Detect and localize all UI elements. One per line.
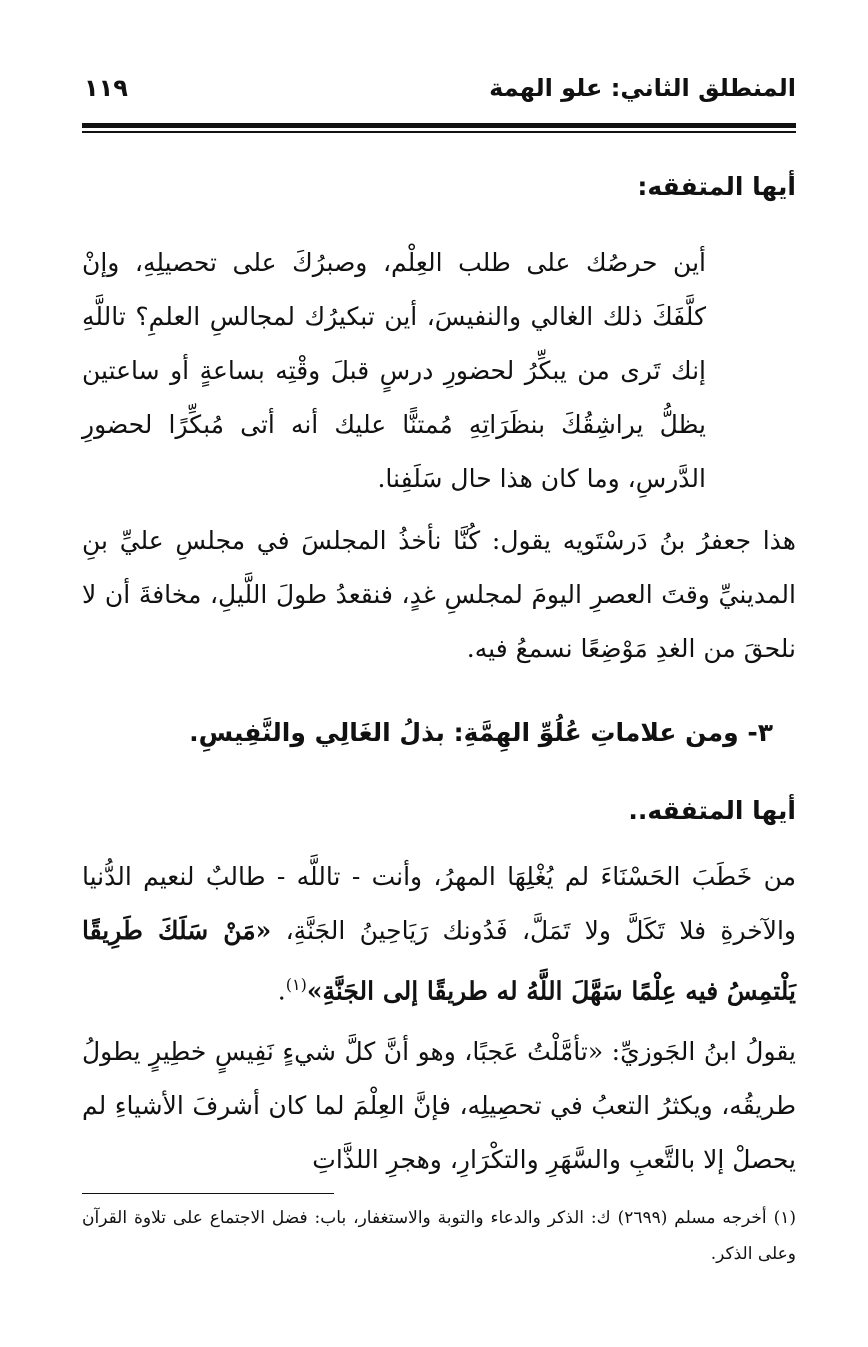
paragraph-1: أين حرصُك على طلب العِلْم، وصبرُكَ على تحصيلِهِ، وإنْ كلَّفَكَ ذلك الغالي والنفيسَ، أين تبكيرُك لمجالسِ العلمِ؟ تاللَّهِ إنك تَرى من يبكِّرُ لحضورِ درسٍ قبلَ وقْتِه بساعةٍ أو ساعتين يظلُّ يراشِقُكَ بنظَرَاتِهِ مُمتنًّا عليك أنه أتى مُبكِّرًا لحضورِ الدَّرسِ، وما كان هذا حال سَلَفِنا.	[82, 248, 706, 493]
paragraph-2: هذا جعفرُ بنُ دَرسْتَويه يقول: كُنَّا نأخذُ المجلسَ في مجلسِ عليِّ بنِ المدينيِّ وقتَ العصرِ اليومَ لمجلسِ غدٍ، فنقعدُ طولَ اللَّيلِ، مخافةَ أن لا نلحقَ من الغدِ مَوْضِعًا نسمعُ فيه.	[82, 526, 796, 663]
section-heading-1: أيها المتفقه:	[637, 172, 796, 201]
chapter-title: المنطلق الثاني: علو الهمة	[489, 74, 796, 102]
footnote-marker: (١)	[285, 975, 307, 994]
paragraph-3-text: من خَطَبَ الحَسْنَاءَ لم يُغْلِهَا المهرُ، وأنت - تاللَّه - طالبٌ لنعيم الدُّنيا والآخرةِ فلا تَكَلَّ ولا تَمَلَّ، فَدُونك رَيَاحِينُ الجَنَّةِ،	[82, 862, 796, 945]
paragraph-4: يقولُ ابنُ الجَوزيِّ: «تأمَّلْتُ عَجبًا، وهو أنَّ كلَّ شيءٍ نَفِيسٍ خطِيرٍ يطولُ طريقُه، ويكثرُ التعبُ في تحصِيلِه، فإنَّ العِلْمَ لما كان أشرفَ الأشياءِ لم يحصلْ إلا بالتَّعبِ والسَّهَرِ والتكْرَارِ، وهجرِ اللذَّاتِ	[82, 1037, 796, 1174]
page-number: ١١٩	[84, 74, 128, 102]
hadith-quote: «مَنْ سَلَكَ طَرِيقًا يَلْتمِسُ فيه عِلْمًا سَهَّلَ اللَّهُ له طريقًا إلى الجَنَّةِ»	[82, 916, 796, 1006]
footnote: (١) أخرجه مسلم (٢٦٩٩) ك: الذكر والدعاء والتوبة والاستغفار، باب: فضل الاجتماع على تلاوة القرآن وعلى الذكر.	[82, 1208, 796, 1264]
footnote-rule	[82, 1193, 334, 1194]
running-header	[84, 68, 796, 108]
paragraph-3-end: .	[277, 976, 286, 1006]
section-heading-2: أيها المتفقه..	[628, 796, 796, 825]
point-3-title: ٣- ومن علاماتِ عُلُوِّ الهِمَّةِ: بذلُ الغَالِي والنَّفِيسِ.	[189, 718, 773, 747]
header-rule-thick	[82, 123, 796, 128]
header-rule-thin	[82, 131, 796, 133]
paragraph-3	[82, 850, 796, 1018]
